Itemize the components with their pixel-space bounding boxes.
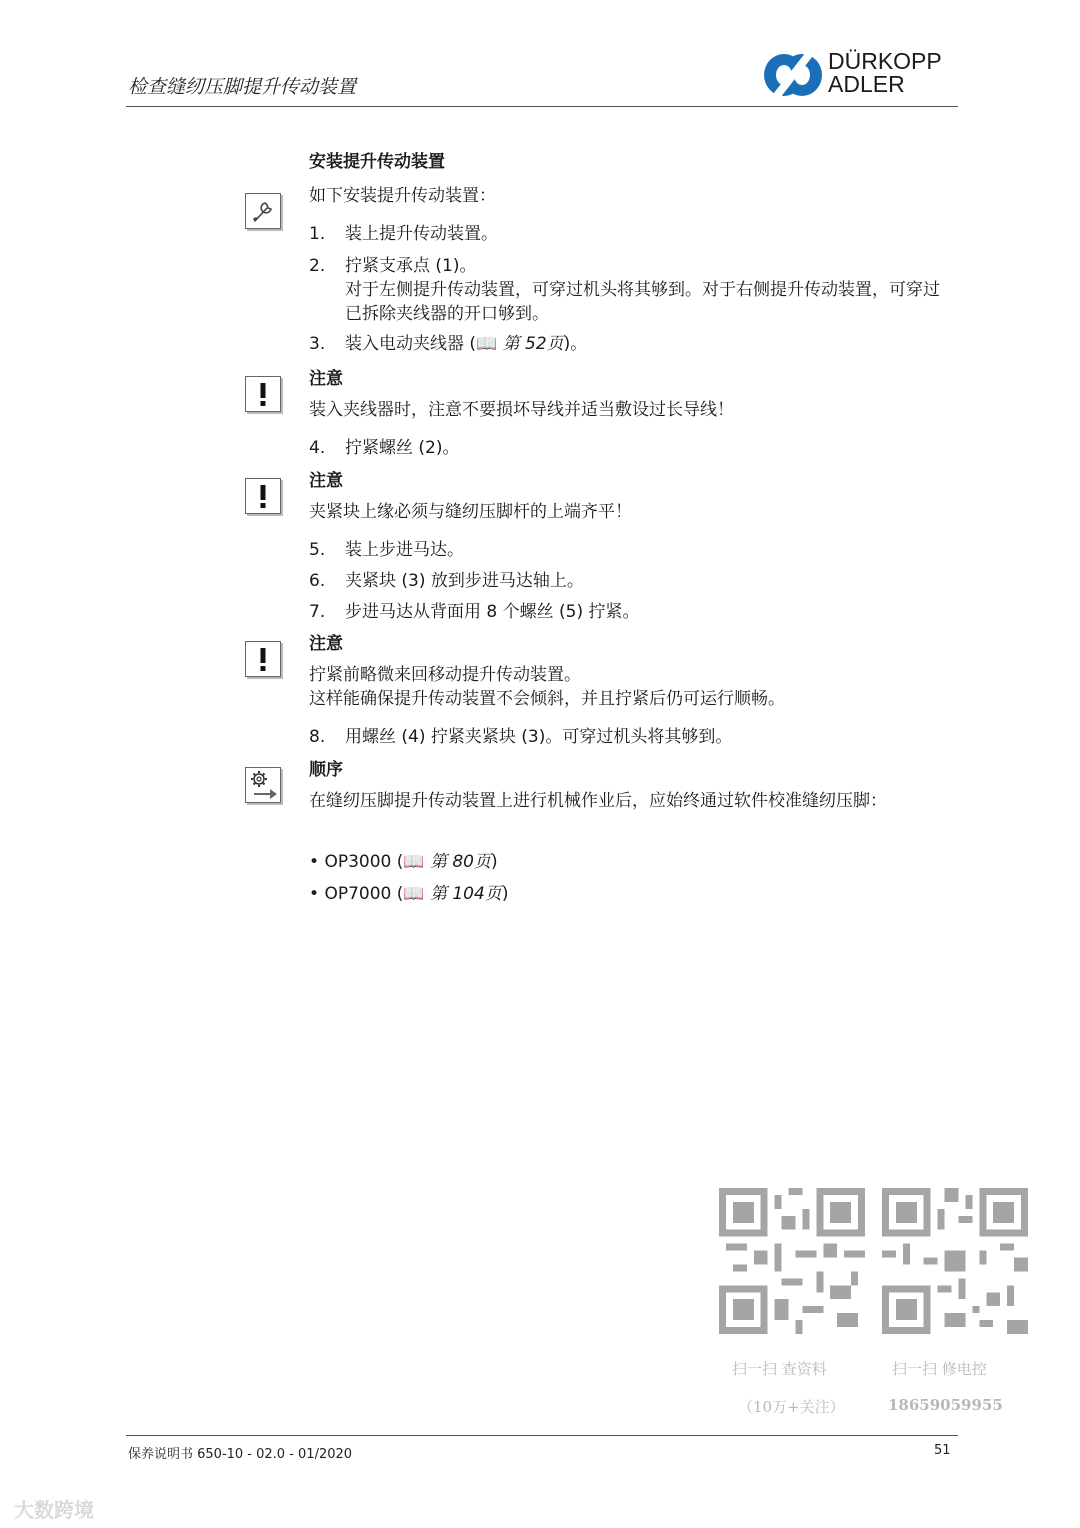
list-item: 3. 装入电动夹线器 (📖 第 52页)。 [309, 334, 588, 354]
page-reference-link[interactable]: 第 104页 [429, 884, 502, 904]
list-item: • OP7000 (📖 第 104页) [309, 884, 509, 904]
book-icon: 📖 [476, 334, 498, 354]
logo-mark-icon [762, 50, 824, 100]
exclamation-icon [245, 376, 281, 412]
order-text: 在缝纫压脚提升传动装置上进行机械作业后，应始终通过软件校准缝纫压脚： [309, 791, 887, 811]
qr-caption: 扫一扫 修电控 [892, 1360, 987, 1378]
list-item: 1. 装上提升传动装置。 [309, 224, 498, 244]
gear-arrow-icon [245, 767, 281, 803]
note-title: 注意 [309, 634, 343, 654]
header-divider [126, 106, 958, 107]
footer-divider [126, 1435, 958, 1436]
note-title: 注意 [309, 471, 343, 491]
footer-page-number: 51 [934, 1443, 951, 1458]
qr-caption: 扫一扫 查资料 [732, 1360, 827, 1378]
page-reference-link[interactable]: 第 80页 [429, 852, 491, 872]
qr-caption: 18659059955 [888, 1396, 1003, 1414]
wrench-icon [245, 193, 281, 229]
exclamation-icon [245, 478, 281, 514]
qr-code-icon [882, 1188, 1028, 1334]
note-text: 装入夹线器时，注意不要损坏导线并适当敷设过长导线！ [309, 400, 734, 420]
page-reference-link[interactable]: 第 52页 [502, 334, 564, 354]
exclamation-icon [245, 641, 281, 677]
section-intro: 如下安装提升传动装置： [309, 186, 496, 206]
footer-document-id: 保养说明书 650-10 - 02.0 - 01/2020 [128, 1447, 353, 1462]
book-icon: 📖 [403, 852, 425, 872]
qr-caption: （10万+关注） [738, 1398, 845, 1416]
list-item: 4. 拧紧螺丝 (2)。 [309, 438, 460, 458]
list-item: 5. 装上步进马达。 [309, 540, 464, 560]
page-header-title: 检查缝纫压脚提升传动装置 [128, 76, 357, 98]
note-title: 注意 [309, 369, 343, 389]
list-item: 2. 拧紧支承点 (1)。 对于左侧提升传动装置，可穿过机头将其够到。对于右侧提升传动装置，可穿过已拆除夹线器的开口够到。 [309, 254, 959, 326]
list-item: • OP3000 (📖 第 80页) [309, 852, 498, 872]
book-icon: 📖 [403, 884, 425, 904]
order-title: 顺序 [309, 760, 343, 780]
brand-logo [762, 50, 962, 100]
section-heading: 安装提升传动装置 [309, 152, 445, 172]
logo-line2: ADLER [828, 71, 905, 97]
note-text: 拧紧前略微来回移动提升传动装置。 [309, 665, 581, 685]
list-item: 7. 步进马达从背面用 8 个螺丝 (5) 拧紧。 [309, 602, 640, 622]
qr-code-icon [719, 1188, 865, 1334]
watermark-text: 大数跨境 [14, 1498, 94, 1522]
note-text: 夹紧块上缘必须与缝纫压脚杆的上端齐平！ [309, 502, 632, 522]
step-detail: 对于左侧提升传动装置，可穿过机头将其够到。对于右侧提升传动装置，可穿过已拆除夹线器的开口够到。 [345, 280, 940, 324]
note-text: 这样能确保提升传动装置不会倾斜，并且拧紧后仍可运行顺畅。 [309, 689, 785, 709]
list-item: 6. 夹紧块 (3) 放到步进马达轴上。 [309, 571, 584, 591]
list-item: 8. 用螺丝 (4) 拧紧夹紧块 (3)。可穿过机头将其够到。 [309, 727, 733, 747]
logo-line1: DÜRKOPP [828, 48, 942, 74]
